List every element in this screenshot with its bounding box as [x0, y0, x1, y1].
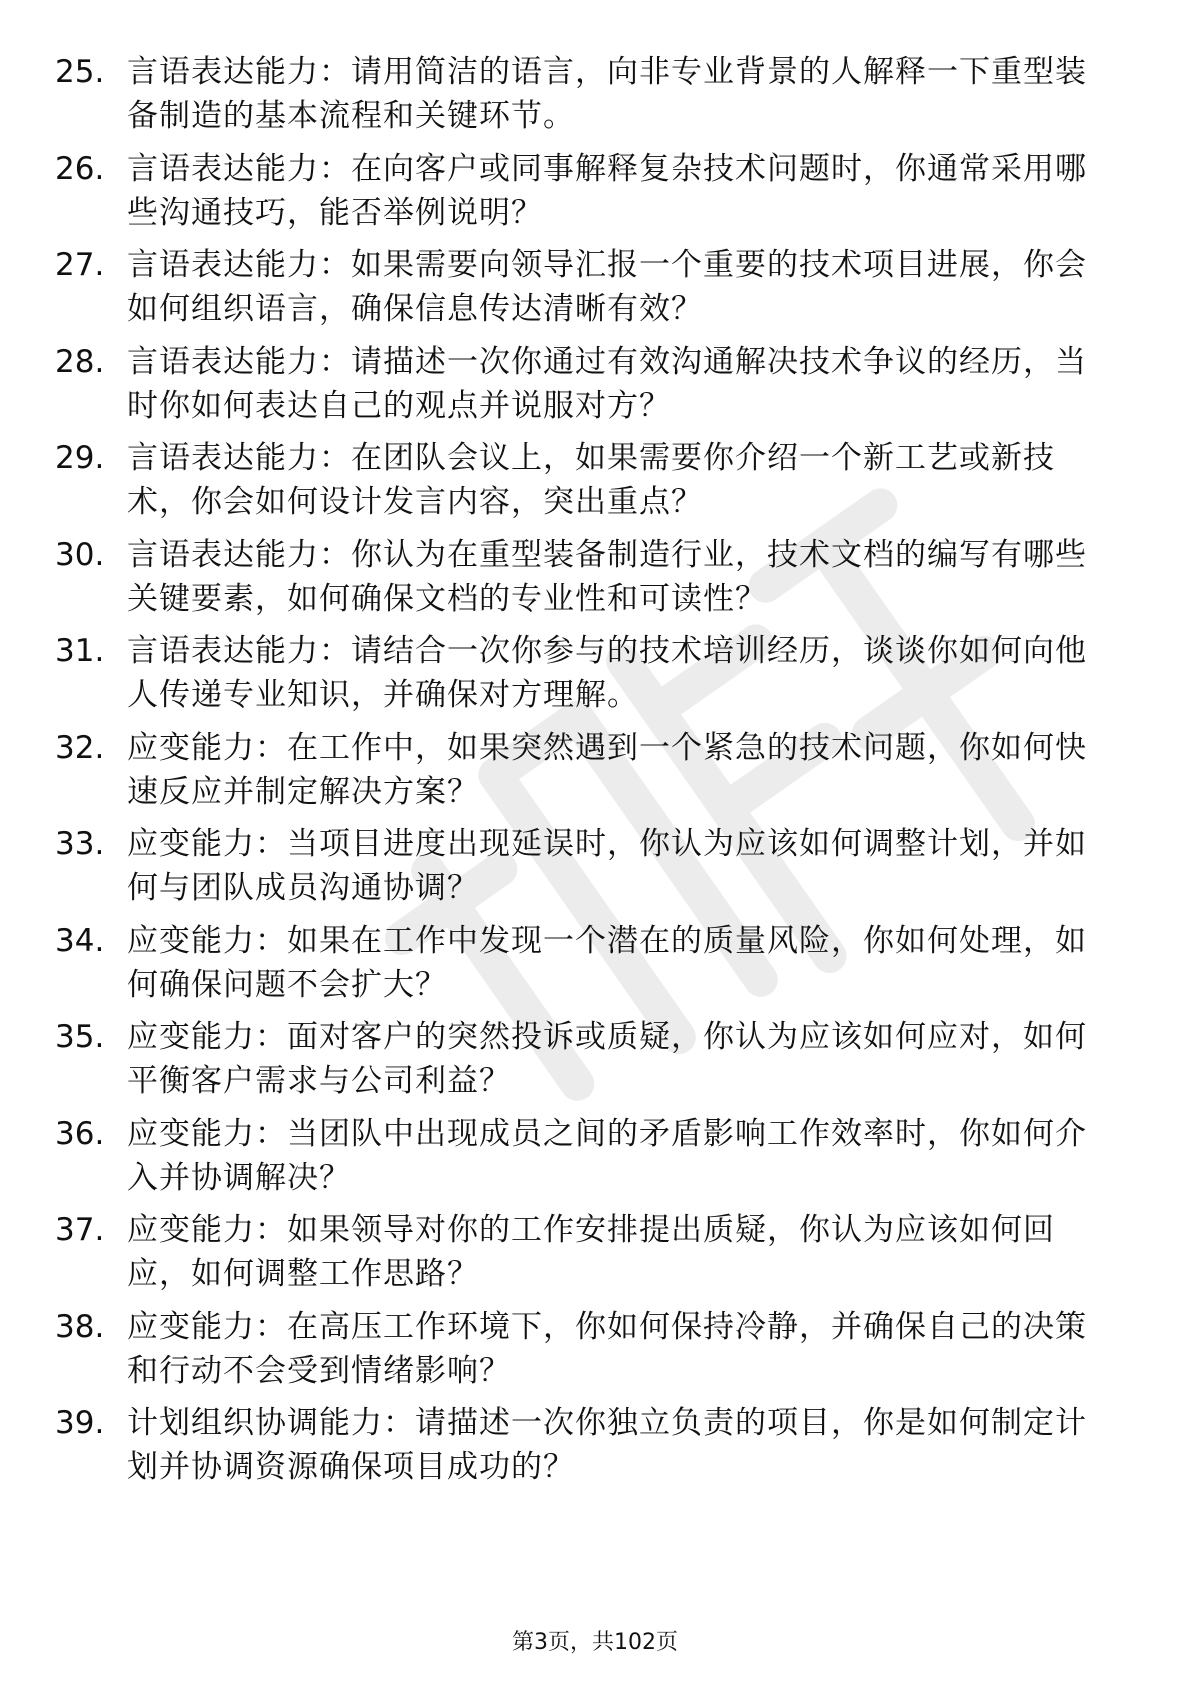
list-item [55, 340, 1115, 437]
question-number: 28. [55, 343, 105, 380]
question-number: 39. [55, 1405, 105, 1441]
list-item [55, 1015, 1115, 1112]
question-number: 33. [55, 826, 105, 862]
list-item [55, 50, 1115, 147]
list-item [55, 919, 1115, 1016]
list-item [55, 1401, 1115, 1498]
list-item [55, 822, 1115, 919]
list-item [55, 533, 1115, 630]
question-number: 32. [55, 729, 105, 766]
question-text: 应变能力：面对客户的突然投诉或质疑，你认为应该如何应对，如何平衡客户需求与公司利益？ [127, 1019, 1087, 1099]
question-text: 计划组织协调能力：请描述一次你独立负责的项目，你是如何制定计划并协调资源确保项目成功的？ [127, 1405, 1087, 1485]
list-item [55, 726, 1115, 823]
list-item [55, 1112, 1115, 1209]
question-text: 应变能力：如果领导对你的工作安排提出质疑，你认为应该如何回应，如何调整工作思路？ [127, 1212, 1055, 1292]
list-item [55, 147, 1115, 244]
list-item [55, 1208, 1115, 1305]
question-text: 言语表达能力：请用简洁的语言，向非专业背景的人解释一下重型装备制造的基本流程和关键环节。 [127, 54, 1087, 134]
question-text: 言语表达能力：请描述一次你通过有效沟通解决技术争议的经历，当时你如何表达自己的观点并说服对方？ [127, 343, 1087, 424]
question-number: 37. [55, 1212, 105, 1248]
question-number: 31. [55, 633, 105, 669]
list-item [55, 436, 1115, 533]
question-text: 言语表达能力：在向客户或同事解释复杂技术问题时，你通常采用哪些沟通技巧，能否举例说明？ [127, 150, 1087, 231]
question-text: 言语表达能力：请结合一次你参与的技术培训经历，谈谈你如何向他人传递专业知识，并确保对方理解。 [127, 633, 1087, 713]
question-number: 27. [55, 247, 105, 283]
question-number: 35. [55, 1019, 105, 1055]
list-item [55, 243, 1115, 340]
question-text: 应变能力：在高压工作环境下，你如何保持冷静，并确保自己的决策和行动不会受到情绪影响？ [127, 1308, 1087, 1389]
question-text: 言语表达能力：在团队会议上，如果需要你介绍一个新工艺或新技术，你会如何设计发言内容，突出重点？ [127, 440, 1055, 520]
question-number: 25. [55, 54, 105, 90]
question-text: 应变能力：在工作中，如果突然遇到一个紧急的技术问题，你如何快速反应并制定解决方案？ [127, 729, 1087, 810]
question-list [55, 50, 1115, 1498]
question-number: 34. [55, 922, 105, 959]
question-number: 38. [55, 1308, 105, 1345]
list-item [55, 629, 1115, 726]
question-text: 言语表达能力：你认为在重型装备制造行业，技术文档的编写有哪些关键要素，如何确保文档的专业性和可读性？ [127, 536, 1087, 617]
question-number: 29. [55, 440, 105, 476]
question-text: 应变能力：如果在工作中发现一个潜在的质量风险，你如何处理，如何确保问题不会扩大？ [127, 922, 1087, 1003]
list-item [55, 1305, 1115, 1402]
question-text: 应变能力：当团队中出现成员之间的矛盾影响工作效率时，你如何介入并协调解决？ [127, 1115, 1087, 1196]
question-number: 36. [55, 1115, 105, 1152]
page-footer: 第3页，共102页 [512, 1630, 678, 1655]
question-number: 26. [55, 150, 105, 187]
question-number: 30. [55, 536, 105, 573]
question-text: 应变能力：当项目进度出现延误时，你认为应该如何调整计划，并如何与团队成员沟通协调？ [127, 826, 1087, 906]
question-text: 言语表达能力：如果需要向领导汇报一个重要的技术项目进展，你会如何组织语言，确保信息传达清晰有效？ [127, 247, 1087, 327]
